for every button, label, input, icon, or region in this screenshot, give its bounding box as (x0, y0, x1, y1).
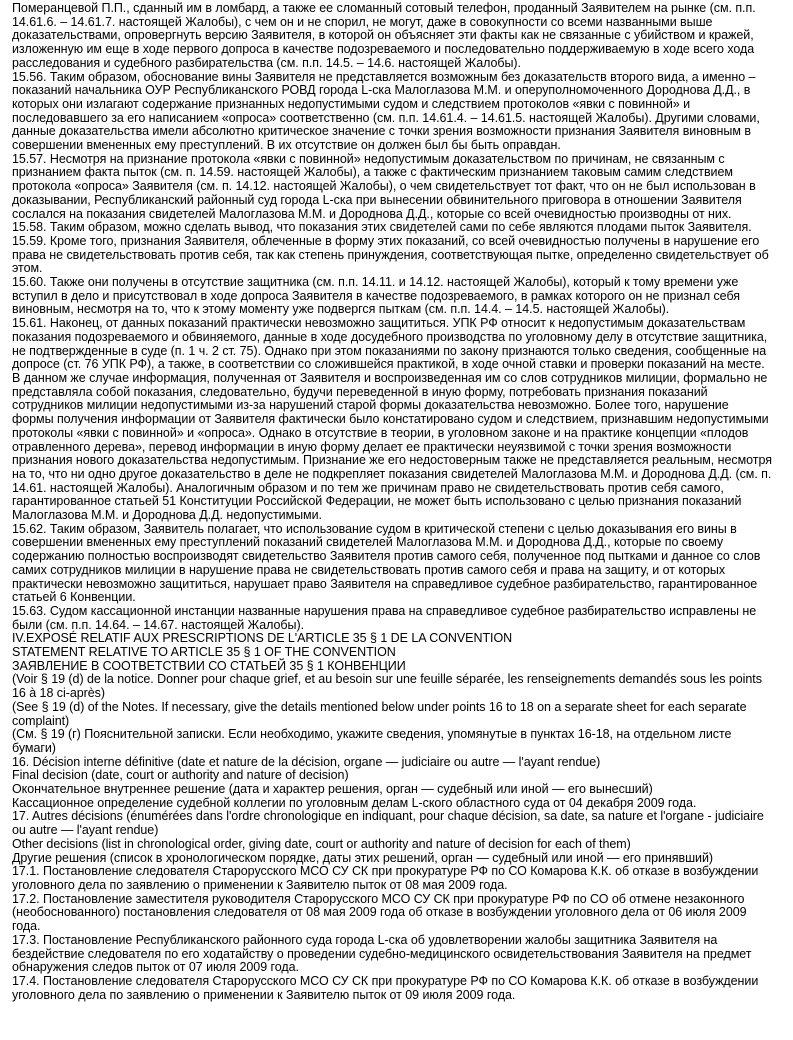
paragraph: 17. Autres décisions (énumérées dans l'ordre chronologique en indiquant, pour chaque décision, sa date, sa nature et l'organe - judiciaire ou autre — l'ayant rendue) (12, 809, 764, 838)
paragraph: Другие решения (список в хронологическом порядке, даты этих решений, орган — судебный или иной — его принявший) (12, 850, 714, 865)
paragraph: IV.EXPOSÉ RELATIF AUX PRESCRIPTIONS DE L'ARTICLE 35 § 1 DE LA CONVENTION (12, 631, 513, 646)
paragraph: Померанцевой П.П., сданный им в ломбард, а также ее сломанный сотовый телефон, проданный Заявителем на рынке (см. п.п. 14.61.6. – 14.61.7. настоящей Жалобы), с чем он и не спорил, не могут, даже в совокупности со всеми названными выше доказательствами, опровергнуть версию Заявителя, в которой он объясняет эти факты как не связанные с убийством и кражей, изложенную им еще в ходе первого допроса в качестве подозреваемого и последовательно поддерживаемую в ходе всего хода расследования и судебного разбирательства (см. п.п. 14.5. – 14.6. настоящей Жалобы). (12, 1, 756, 70)
paragraph: ЗАЯВЛЕНИЕ В СООТВЕТСТВИИ СО СТАТЬЕЙ 35 § 1 КОНВЕНЦИИ (12, 658, 406, 673)
paragraph: STATEMENT RELATIVE TO ARTICLE 35 § 1 OF THE CONVENTION (12, 645, 396, 660)
paragraph: 17.4. Постановление следователя Старорусского МСО СУ СК при прокуратуре РФ по СО Комарова К.К. об отказе в возбуждении уголовного дела по заявлению о применении к Заявителю пыток от 09 июля 2009 года. (12, 973, 759, 1002)
paragraph: 15.58. Таким образом, можно сделать вывод, что показания этих свидетелей сами по себе являются плодами пыток Заявителя. (12, 220, 752, 235)
paragraph: (Voir § 19 (d) de la notice. Donner pour chaque grief, et au besoin sur une feuille séparée, les renseignements demandés sous les points 16 à 18 ci-après) (12, 672, 762, 701)
paragraph: 17.1. Постановление следователя Старорусского МСО СУ СК при прокуратуре РФ по СО Комарова К.К. об отказе в возбуждении уголовного дела по заявлению о применении к Заявителю пыток от 08 мая 2009 года. (12, 864, 759, 892)
paragraph: 15.57. Несмотря на признание протокола «явки с повинной» недопустимым доказательством по причинам, не связанным с признанием факта пыток (см. п. 14.59. настоящей Жалобы), а также с фактическим признанием таковым самим следствием протокола «опроса» Заявителя (см. п. 14.12. настоящей Жалобы), о чем свидетельствует тот факт, что он не был использован в доказывании, Республиканский районный суд города L-ска при вынесении обвинительного приговора в отношении Заявителя сослался на показания свидетелей Малоглазова М.М. и Дороднова Д.Д., которые со всей очевидностью производны от них. (12, 151, 756, 221)
paragraph: 17.3. Постановление Республиканского районного суда города L-ска об удовлетворении жалобы защитника Заявителя на бездействие следователя по его ходатайству о проведении судебно-медицинского освидетельствования Заявителя на предмет обнаружения следов пыток от 07 июля 2009 года. (12, 932, 752, 975)
paragraph: (См. § 19 (г) Пояснительной записки. Если необходимо, укажите сведения, упомянутые в пунктах 16-18, на отдельном листе бумаги) (12, 727, 732, 755)
paragraph: Окончательное внутреннее решение (дата и характер решения, орган — судебный или иной — его вынесший) (12, 782, 653, 797)
paragraph: (See § 19 (d) of the Notes. If necessary, give the details mentioned below under points 16 to 18 on a separate sheet for each separate complaint) (12, 699, 747, 728)
document-body (12, 2, 773, 1002)
paragraph: Кассационное определение судебной коллегии по уголовным делам L-ского областного суда от 04 декабря 2009 года. (12, 795, 697, 810)
paragraph: Final decision (date, court or authority and nature of decision) (12, 768, 349, 783)
paragraph: 15.63. Судом кассационной инстанции названные нарушения права на справедливое судебное разбирательство исправлены не были (см. п.п. 14.64. – 14.67. настоящей Жалобы). (12, 603, 757, 632)
paragraph: 15.59. Кроме того, признания Заявителя, облеченные в форму этих показаний, со всей очевидностью получены в нарушение его права не свидетельствовать против себя, так как степень принуждения, соответствующая пытке, определенно свидетельствует об этом. (12, 233, 769, 276)
paragraph: 17.2. Постановление заместителя руководителя Старорусского МСО СУ СК при прокуратуре РФ по СО об отмене незаконного (необоснованного) постановления следователя от 08 мая 2009 года об отказе в возбуждении уголовного дела от 06 июля 2009 года. (12, 891, 747, 934)
paragraph: 16. Décision interne définitive (date et nature de la décision, organe — judiciaire ou autre — l'ayant rendue) (12, 754, 601, 769)
paragraph: 15.60. Также они получены в отсутствие защитника (см. п.п. 14.11. и 14.12. настоящей Жалобы), который к тому времени уже вступил в дело и присутствовал в ходе допроса Заявителя в качестве подозреваемого, в рамках которого он не признал себя виновным, несмотря на то, что к этому моменту уже подвергся пыткам (см. п.п. 14.4. – 14.5. настоящей Жалобы). (12, 275, 740, 317)
paragraph: 15.61. Наконец, от данных показаний практически невозможно защититься. УПК РФ относит к недопустимым доказательствам показания подозреваемого и обвиняемого, данные в ходе досудебного производства по уголовному делу в отсутствие защитника, не подтвержденные в суде (п. 1 ч. 2 ст. 75). Однако при этом показаниями по закону признаются только сведения, сообщенные на допросе (ст. 76 УПК РФ), а также, в соответствии со сложившейся практикой, в ходе очной ставки и проверки показаний на месте. В данном же случае информация, полученная от Заявителя и воспроизведенная им со слов сотрудников милиции, формально не представляла собой показания, следовательно, будучи переведенной в иную форму, потребовать признания показаний сотрудников милиции недопустимыми из-за нарушений старой формы доказательства невозможно. Более того, нарушение формы получения информации от Заявителя фактически было констатировано судом и следствием, признавшим недопустимыми протоколы «явки с повинной» и «опроса». Однако в отсутствие в теории, в уголовном законе и на практике концепции «плодов отравленного дерева», перевод информации в иную форму делает ее практически неуязвимой с точки зрения возможности признания нового доказательства недопустимым. Признание же его недостоверным также не представляется реальным, несмотря на то, что ни одно другое доказательство в деле не подкрепляет показания свидетелей Малоглазова М.М. и Дороднова Д.Д. (см. п. 14.61. настоящей Жалобы). Аналогичным образом и по тем же причинам право не свидетельствовать против себя самого, гарантированное статьей 51 Конституции Российской Федерации, не может быть использовано с целью признания показаний Малоглазова М.М. и Дороднова Д.Д. недопустимыми. (12, 316, 772, 523)
paragraph: 15.56. Таким образом, обоснование вины Заявителя не представляется возможным без доказательств второго вида, а именно – показаний начальника ОУР Республиканского РОВД города L-ска Малоглазова М.М. и оперуполномоченного Дороднова Д.Д., в которых они излагают содержание признанных недопустимыми судом и следствием протоколов «явки с повинной» и последовавшего за его написанием «опроса» соответственно (см. п.п. 14.61.4. – 14.61.5. настоящей Жалобы). Другими словами, данные доказательства имели абсолютно критическое значение с точки зрения возможности признания Заявителя виновным в совершении вмененных ему преступлений. В их отсутствие он должен был бы быть оправдан. (12, 69, 760, 153)
paragraph: 15.62. Таким образом, Заявитель полагает, что использование судом в критической степени с целью доказывания его вины в совершении вмененных ему преступлений показаний свидетелей Малоглазова М.М. и Дороднова Д.Д., которые по своему содержанию полностью воспроизводят свидетельство Заявителя против самого себя, полученное под пытками и данное со слов самих сотрудников милиции в нарушение права не свидетельствовать против самого себя и права на защиту, и от которых практически невозможно защититься, нарушает право Заявителя на справедливое судебное разбирательство, гарантированное статьей 6 Конвенции. (12, 521, 761, 605)
paragraph: Other decisions (list in chronological order, giving date, court or authority and nature of decision for each of them) (12, 836, 631, 851)
